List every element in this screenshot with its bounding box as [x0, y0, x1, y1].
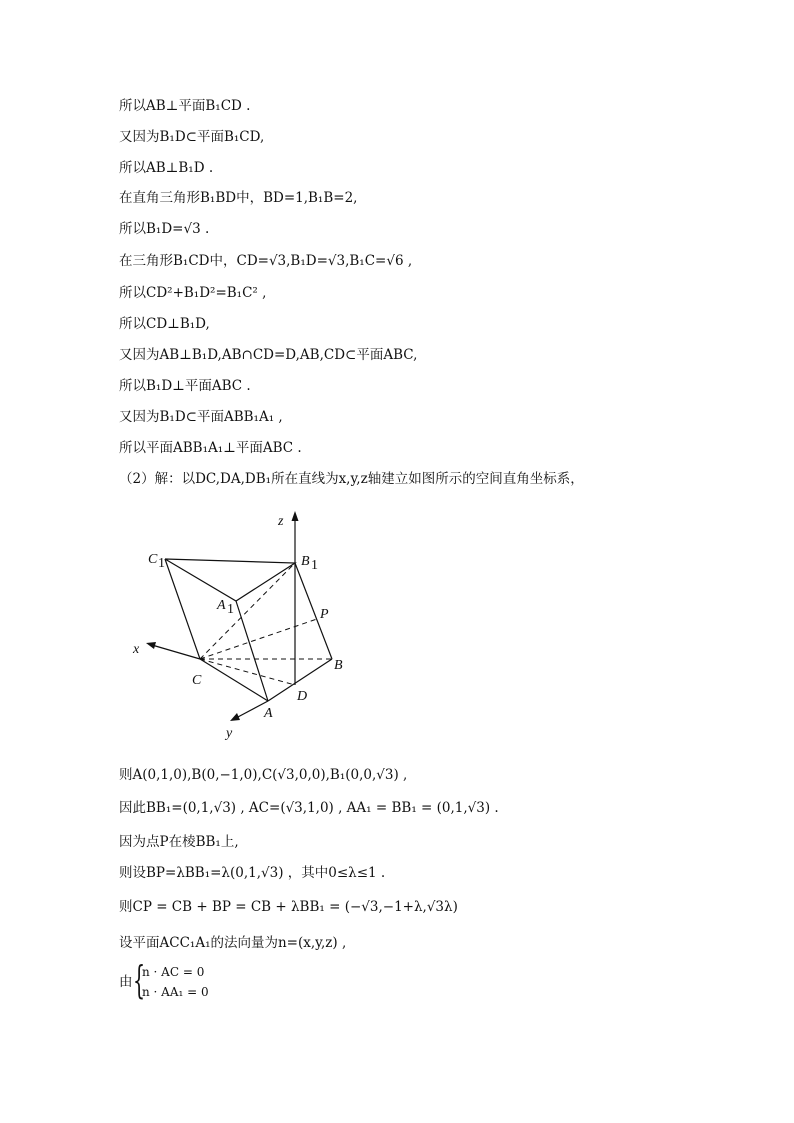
system-prefix: 由: [119, 974, 133, 990]
text-line: 因为点P在棱BB₁上,: [119, 834, 239, 850]
text-line: （2）解：以DC,DA,DB₁所在直线为x,y,z轴建立如图所示的空间直角坐标系，: [119, 471, 584, 487]
label-b: B: [334, 658, 343, 673]
text-line: 所以B₁D⊥平面ABC .: [119, 378, 251, 394]
text-line: 所以平面ABB₁A₁⊥平面ABC .: [119, 440, 302, 456]
x-axis-arrow: [146, 642, 156, 649]
label-d: D: [297, 689, 308, 704]
edge-c-a: [200, 659, 268, 701]
dashed-c-b1: [200, 563, 295, 659]
text-line: 在三角形B₁CD中，CD=√3,B₁D=√3,B₁C=√6 ,: [119, 253, 413, 269]
text-line: 设平面ACC₁A₁的法向量为n=(x,y,z) ,: [119, 935, 347, 951]
text-line: 则设BP=λBB₁=λ(0,1,√3) ，其中0≤λ≤1 .: [119, 865, 386, 881]
label-z: z: [278, 514, 284, 529]
text-line: 所以AB⊥平面B₁CD .: [119, 98, 251, 114]
label-a: A: [264, 706, 273, 721]
label-a1-sub: 1: [227, 602, 234, 617]
edge-c1-c: [165, 559, 200, 659]
system-row-2: n · AA₁ = 0: [142, 985, 209, 999]
label-c1: C: [148, 552, 158, 567]
text-line: 则A(0,1,0),B(0,−1,0),C(√3,0,0),B₁(0,0,√3) ,: [119, 767, 408, 783]
x-axis-line: [152, 645, 200, 659]
text-line: 又因为B₁D⊂平面B₁CD,: [119, 129, 265, 145]
y-axis-arrow: [230, 713, 240, 721]
label-a1: A: [217, 598, 226, 613]
label-c1-sub: 1: [158, 556, 165, 571]
text-line: 因此BB₁=(0,1,√3) , AC=(√3,1,0) , AA₁ = BB₁ = (0,1,√3) .: [119, 800, 499, 816]
text-line: 所以B₁D=√3 .: [119, 221, 210, 237]
text-line: 则CP = CB + BP = CB + λBB₁ = (−√3,−1+λ,√3λ): [119, 899, 458, 915]
label-p: P: [320, 607, 329, 622]
system-brace: {: [133, 958, 146, 1002]
text-line: 所以CD²+B₁D²=B₁C² ,: [119, 285, 267, 301]
top-face-edges: [165, 559, 295, 601]
text-line: 所以AB⊥B₁D .: [119, 160, 214, 176]
label-b1-sub: 1: [311, 558, 318, 573]
dashed-c-p: [200, 619, 317, 659]
z-axis-arrow: [292, 511, 299, 521]
label-b1: B: [301, 554, 310, 569]
label-c: C: [192, 673, 202, 688]
edge-a1-a: [236, 601, 268, 701]
text-line: 在直角三角形B₁BD中，BD=1,B₁B=2,: [119, 190, 358, 206]
dashed-c-d: [200, 659, 295, 685]
label-x: x: [133, 642, 140, 657]
text-line: 又因为AB⊥B₁D,AB∩CD=D,AB,CD⊂平面ABC,: [119, 347, 418, 363]
system-row-1: n · AC = 0: [142, 965, 205, 979]
prism-coordinate-figure: [120, 505, 360, 745]
label-y: y: [226, 726, 233, 741]
text-line: 所以CD⊥B₁D,: [119, 316, 210, 332]
text-line: 又因为B₁D⊂平面ABB₁A₁ ,: [119, 409, 283, 425]
